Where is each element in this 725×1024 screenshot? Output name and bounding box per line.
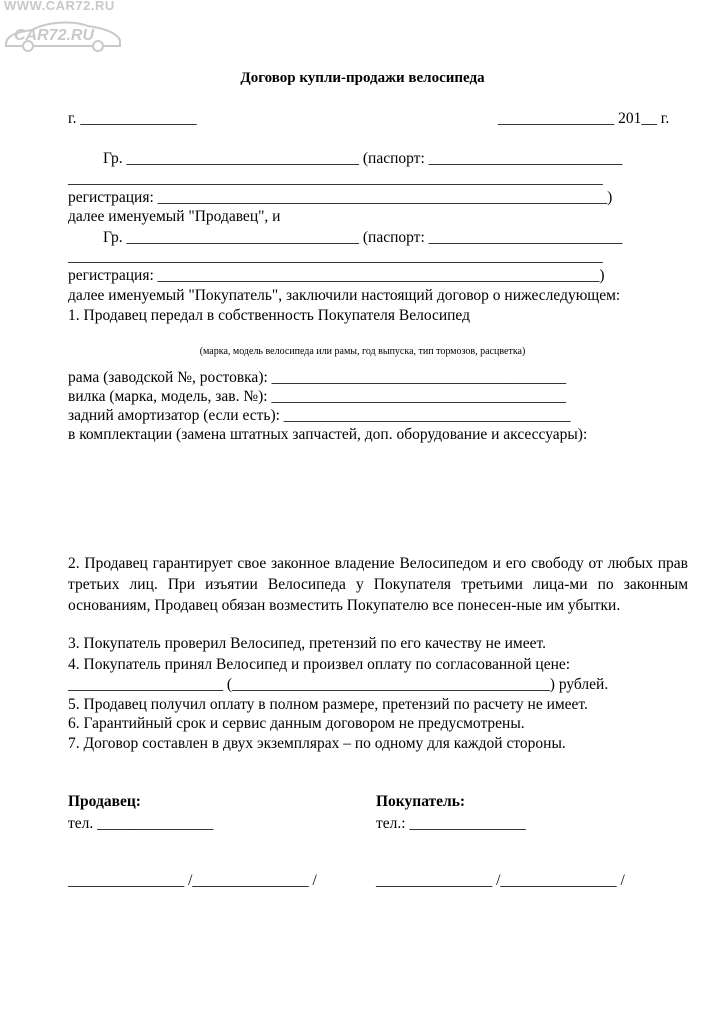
price-line: ____________________ (_________________________________________) рублей. (68, 676, 609, 693)
buyer-alias: далее именуемый "Покупатель", заключили настоящий договор о нижеследующем: (68, 287, 621, 304)
buyer-phone: тел.: _______________ (376, 815, 526, 832)
clause-2: 2. Продавец гарантирует свое законное владение Велосипедом и его свободу от любых прав третьих лиц. При изъятии Велосипеда у Покупателя третьими лица-ми по законным основаниям, Продавец обязан возместить Покупателю все понесен-ные им убытки. (68, 555, 688, 614)
seller-signature-line: _______________ /_______________ / (68, 872, 317, 889)
watermark-logo-text: CAR72.RU (14, 27, 95, 44)
clause-3: 3. Покупатель проверил Велосипед, претензий по его качеству не имеет. (68, 635, 546, 652)
seller-name-line: Гр. ______________________________ (паспорт: _________________________ (103, 150, 623, 167)
clause-1-hint: (марка, модель велосипеда или рамы, год выпуска, тип тормозов, расцветка) (199, 346, 526, 357)
frame-line: рама (заводской №, ростовка): ______________________________________ (68, 369, 567, 386)
clause-6: 6. Гарантийный срок и сервис данным договором не предусмотрены. (68, 715, 525, 732)
clause-4: 4. Покупатель принял Велосипед и произвел оплату по согласованной цене: (68, 656, 571, 673)
seller-registration-line: регистрация: __________________________________________________________) (68, 189, 613, 206)
watermark-site-text: WWW.CAR72.RU (4, 0, 115, 13)
kit-line: в комплектации (замена штатных запчастей, доп. оборудование и аксессуары): (68, 426, 588, 443)
buyer-registration-line: регистрация: _________________________________________________________) (68, 267, 605, 284)
seller-signature-label: Продавец: (68, 793, 141, 810)
watermark (0, 0, 140, 60)
buyer-signature-label: Покупатель: (376, 793, 466, 810)
clause-1: 1. Продавец передал в собственность Покупателя Велосипед (68, 307, 470, 324)
city-field: г. _______________ (68, 110, 197, 127)
fork-line: вилка (марка, модель, зав. №): ______________________________________ (68, 388, 566, 405)
date-field: _______________ 201__ г. (498, 110, 670, 127)
rear-shock-line: задний амортизатор (если есть): _____________________________________ (68, 407, 571, 424)
buyer-passport-continuation: _____________________________________________________________________ (68, 248, 603, 265)
seller-passport-continuation: _____________________________________________________________________ (68, 170, 603, 187)
document-title: Договор купли-продажи велосипеда (240, 70, 485, 86)
seller-phone: тел. _______________ (68, 815, 214, 832)
seller-alias: далее именуемый "Продавец", и (68, 208, 281, 225)
clause-5: 5. Продавец получил оплату в полном размере, претензий по расчету не имеет. (68, 696, 588, 713)
buyer-name-line: Гр. ______________________________ (паспорт: _________________________ (103, 229, 623, 246)
clause-7: 7. Договор составлен в двух экземплярах – по одному для каждой стороны. (68, 735, 566, 752)
buyer-signature-line: _______________ /_______________ / (376, 872, 625, 889)
